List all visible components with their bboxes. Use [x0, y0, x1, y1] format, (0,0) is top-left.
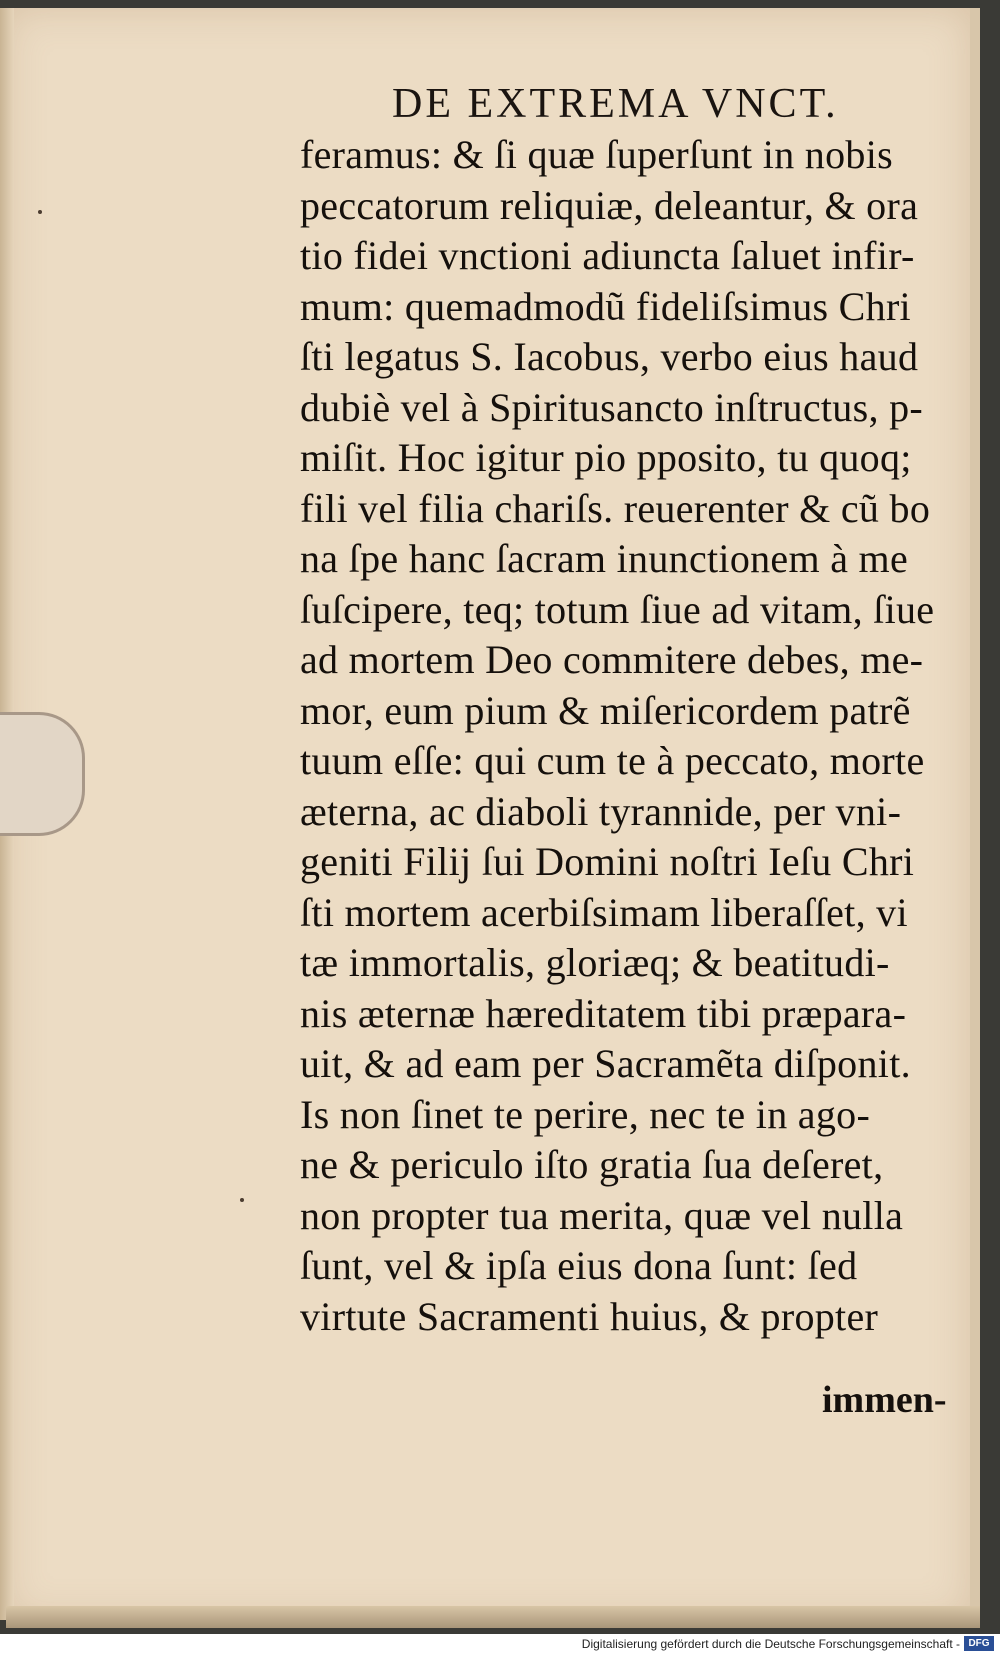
- text-line: Is non ſinet te perire, nec te in ago-: [300, 1091, 871, 1137]
- text-line: tio fidei vnctioni adiuncta ſaluet infir-: [300, 233, 915, 278]
- text-line: mum: quemadmodũ fideliſsimus Chri: [300, 283, 911, 329]
- text-line: ad mortem Deo commitere debes, me-: [300, 637, 924, 682]
- text-line: na ſpe hanc ſacram inunctionem à me: [300, 536, 909, 581]
- text-line: æterna, ac diaboli tyrannide, per vni-: [300, 788, 902, 834]
- paper-speck: [240, 1198, 244, 1202]
- text-line: non propter tua merita, quæ vel nulla: [300, 1192, 904, 1238]
- text-line: ſti mortem acerbiſsimam liberaſſet, vi: [300, 889, 908, 935]
- page-bottom-edge: [6, 1606, 980, 1628]
- body-text: [300, 130, 960, 1342]
- text-line: ſunt, vel & ipſa eius dona ſunt: ſed: [300, 1243, 858, 1288]
- text-line: geniti Filij ſui Domini noſtri Ieſu Chri: [300, 839, 915, 884]
- text-line: nis æternæ hæreditatem tibi præpara-: [300, 990, 907, 1036]
- text-line: feramus: & ſi quæ ſuperſunt in nobis: [300, 132, 893, 177]
- text-line: ne & periculo iſto gratia ſua deſeret,: [300, 1142, 884, 1187]
- dfg-logo: DFG: [964, 1636, 994, 1651]
- text-line: peccatorum reliquiæ, deleantur, & ora: [300, 182, 919, 228]
- text-line: miſit. Hoc igitur pio pposito, tu quoq;: [300, 435, 912, 480]
- text-line: ſti legatus S. Iacobus, verbo eius haud: [300, 334, 919, 379]
- text-line: tuum eſſe: qui cum te à peccato, morte: [300, 738, 925, 783]
- digitization-credit: Digitalisierung gefördert durch die Deutsche Forschungsgemeinschaft -: [581, 1637, 960, 1651]
- text-line: virtute Sacramenti huius, & propter: [300, 1293, 879, 1339]
- page-tab-marker: [0, 712, 85, 836]
- paper-speck: [38, 210, 42, 214]
- text-line: fili vel filia chariſs. reuerenter & cũ bo: [300, 485, 931, 531]
- text-line: ſuſcipere, teq; totum ſiue ad vitam, ſiue: [300, 586, 935, 632]
- running-head: DE EXTREMA VNCT.: [392, 81, 839, 127]
- text-line: mor, eum pium & miſericordem patrẽ: [300, 687, 911, 733]
- text-line: tæ immortalis, gloriæq; & beatitudi-: [300, 940, 890, 985]
- text-line: uit, & ad eam per Sacramẽta diſponit.: [300, 1041, 911, 1086]
- catchword: immen-: [822, 1379, 947, 1421]
- text-line: dubiè vel à Spiritusancto inſtructus, p-: [300, 384, 923, 430]
